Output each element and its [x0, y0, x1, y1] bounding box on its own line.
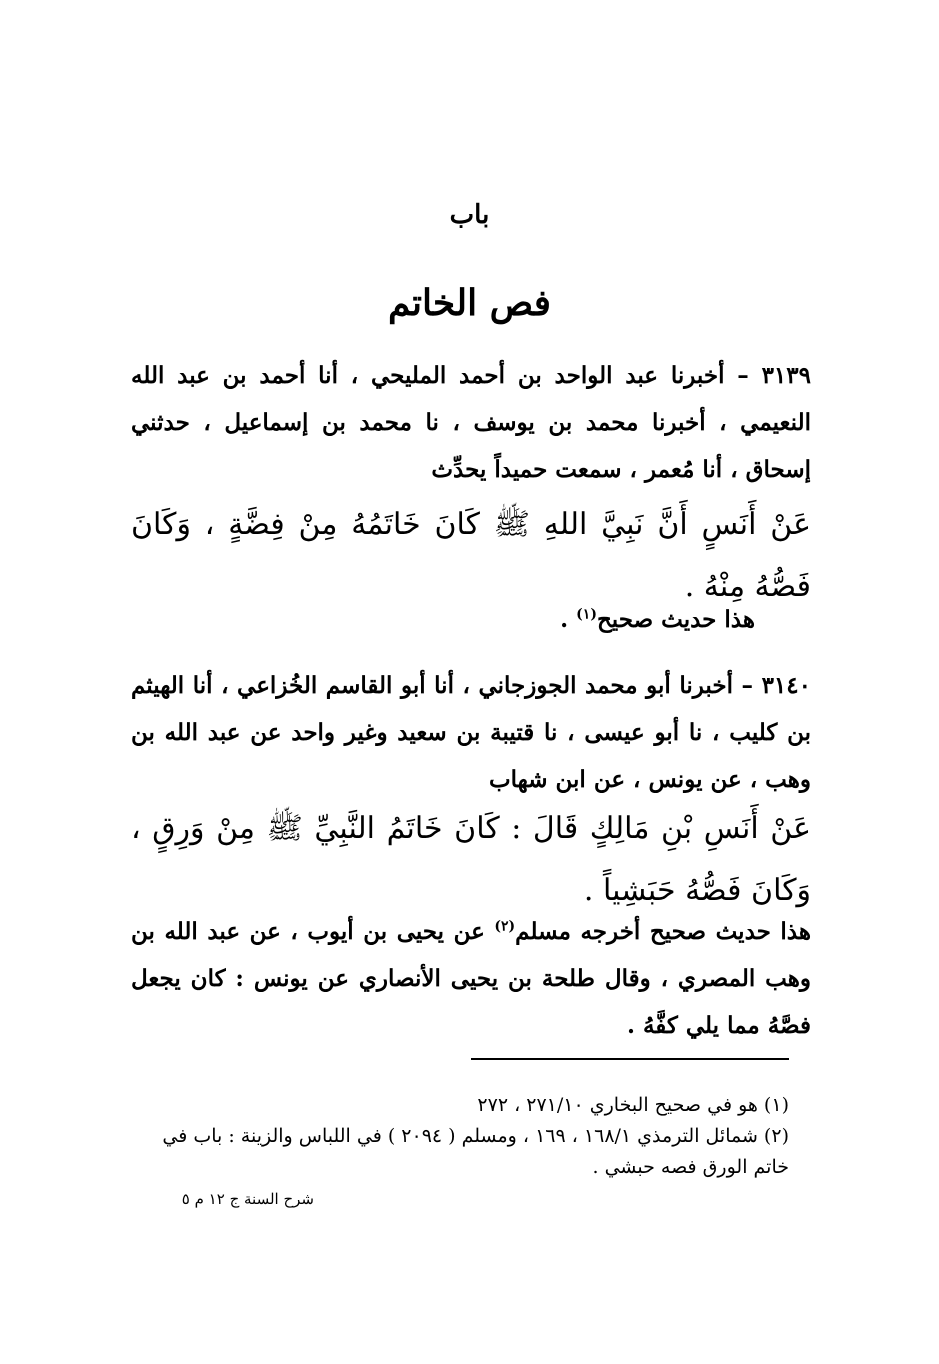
footnote-ref-2: (٢): [494, 918, 516, 935]
footnote-2: (٢) شمائل الترمذي ١٦٨/١ ، ١٦٩ ، ومسلم ( ٢٠٩٤ ) في اللباس والزينة : باب في خاتم الورق فصه حبشي .: [162, 1125, 789, 1178]
hadith-3139-matn: عَنْ أَنَسٍ أَنَّ نَبِيَّ اللهِ ﷺ كَانَ خَاتَمُهُ مِنْ فِضَّةٍ ، وَكَانَ فَصُّهُ مِنْهُ .: [131, 507, 811, 604]
chapter-label: باب: [449, 200, 490, 230]
hadith-3139-grade-end: .: [560, 606, 577, 633]
hadith-3140-matn: عَنْ أَنَسِ بْنِ مَالِكٍ قَالَ : كَانَ خَاتَمُ النَّبِيِّ ﷺ مِنْ وَرِقٍ ، وَكَانَ فَصُّهُ حَبَشِياً .: [131, 811, 811, 908]
hadith-3140-grade-text: هذا حديث صحيح أخرجه مسلم: [515, 918, 811, 945]
printer-signature: شرح السنة ج ١٢ م ٥: [181, 1190, 314, 1208]
footnote-ref-1: (١): [576, 606, 597, 623]
hadith-3140-isnad: ٣١٤٠ – أخبرنا أبو محمد الجوزجاني ، أنا أبو القاسم الخُزاعي ، أنا الهيثم بن كليب ، نا أبو عيسى ، نا قتيبة بن سعيد وغير واحد عن عبد الله بن وهب ، عن يونس ، عن ابن شهاب: [131, 672, 811, 793]
hadith-3139-grade: [135, 596, 755, 643]
hadith-3140-grade-rest: عن يحيى بن أيوب ، عن عبد الله بن وهب المصري ، وقال طلحة بن يحيى الأنصاري عن يونس : كان يجعل فصَّهُ مما يلي كفَّهُ .: [131, 918, 811, 1039]
footnotes: [129, 1090, 789, 1183]
hadith-3139-isnad: ٣١٣٩ – أخبرنا عبد الواحد بن أحمد المليحي ، أنا أحمد بن عبد الله النعيمي ، أخبرنا محمد بن يوسف ، نا محمد بن إسماعيل ، حدثني إسحاق ، أنا مُعمر ، سمعت حميداً يحدِّث: [131, 362, 811, 483]
hadith-3140-grade: [131, 908, 811, 1049]
footnote-divider: [471, 1058, 789, 1060]
footnote-1: (١) هو في صحيح البخاري ٢٧١/١٠ ، ٢٧٢: [477, 1094, 789, 1116]
hadith-3139-grade-text: هذا حديث صحيح: [596, 606, 755, 633]
chapter-title: فص الخاتم: [387, 282, 551, 324]
